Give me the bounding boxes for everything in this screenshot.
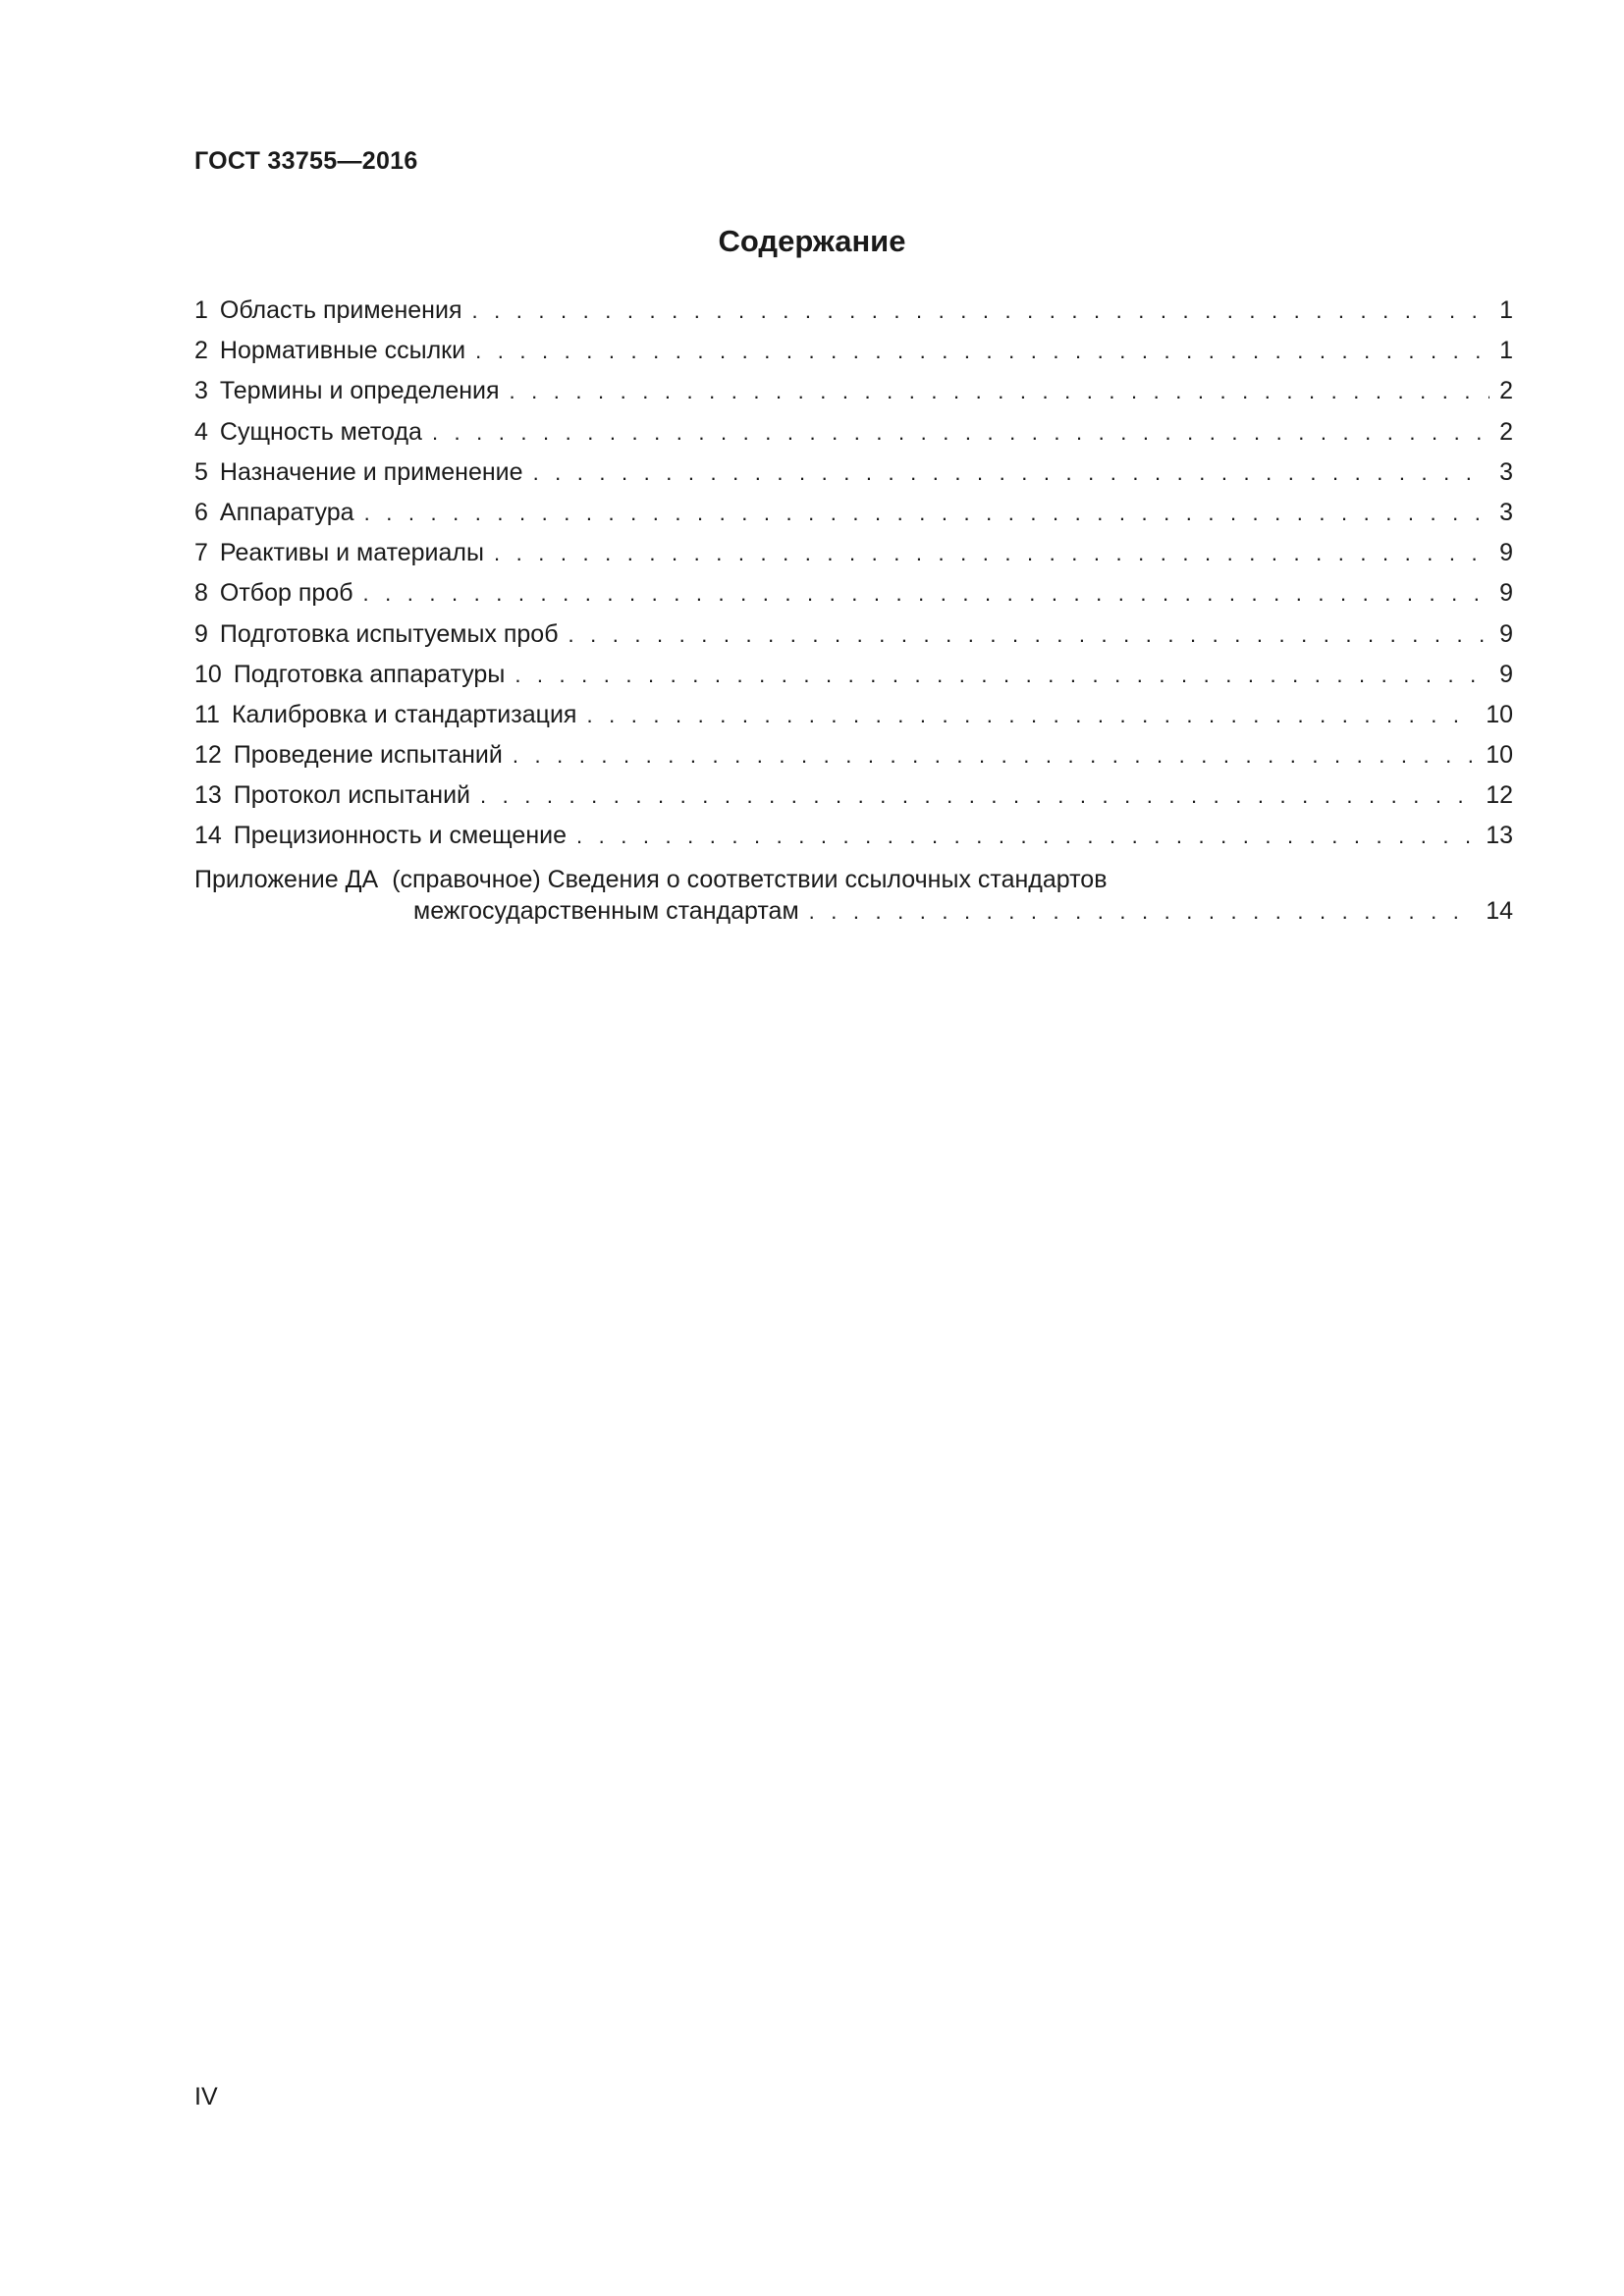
toc-entry-number: 10 (194, 660, 222, 688)
toc-entry-label: Прецизионность и смещение (233, 822, 568, 850)
toc-entry-label: Нормативные ссылки (219, 337, 466, 365)
toc-entry-page: 3 (1499, 498, 1513, 526)
toc-entry[interactable] (194, 331, 1513, 371)
toc-entry[interactable] (194, 453, 1513, 493)
toc-entry-label: Аппаратура (219, 498, 354, 526)
toc-entry[interactable] (194, 493, 1513, 533)
toc-entry-label: Реактивы и материалы (219, 539, 484, 567)
toc-dot-leader (510, 371, 1490, 411)
toc-entry-number: 9 (194, 619, 208, 648)
toc-entry-page: 9 (1499, 539, 1513, 567)
toc-entry-number: 3 (194, 377, 208, 405)
toc-entry-page: 9 (1499, 579, 1513, 608)
toc-entry-page: 2 (1499, 377, 1513, 405)
toc-title: Содержание (718, 224, 906, 258)
toc-entry-page: 2 (1499, 417, 1513, 446)
toc-dot-leader (475, 331, 1489, 371)
toc-entry-label: Сущность метода (219, 417, 422, 446)
toc-entry-page: 9 (1499, 619, 1513, 648)
toc-entry-page: 13 (1486, 822, 1513, 850)
toc-entry[interactable] (194, 695, 1513, 735)
appendix-second-line (413, 895, 1513, 928)
toc-entry-number: 12 (194, 741, 222, 770)
toc-dot-leader (533, 453, 1490, 493)
appendix-prefix: Приложение ДА (194, 865, 379, 893)
toc-entry-label: Калибровка и стандартизация (231, 700, 577, 728)
toc-entry-page: 1 (1499, 337, 1513, 365)
toc-dot-leader (480, 775, 1476, 816)
toc-entry-number: 11 (194, 700, 220, 728)
toc-entry-page: 12 (1486, 781, 1513, 810)
toc-dot-leader (568, 614, 1490, 655)
toc-entry[interactable] (194, 614, 1513, 655)
appendix-title-line1: (справочное) Сведения о соответствии ссылочных стандартов (392, 865, 1108, 893)
toc-dot-leader (432, 412, 1489, 453)
toc-dot-leader (576, 816, 1476, 856)
toc-entry-label: Термины и определения (219, 377, 500, 405)
toc-entry-label: Подготовка испытуемых проб (219, 619, 559, 648)
toc-entry-number: 8 (194, 579, 208, 608)
toc-dot-leader (514, 655, 1489, 695)
toc-entry[interactable] (194, 775, 1513, 816)
appendix-page: 14 (1486, 896, 1513, 925)
toc-entry-number: 1 (194, 296, 208, 324)
toc-entry-page: 10 (1486, 700, 1513, 728)
toc-entry-label: Протокол испытаний (233, 781, 470, 810)
toc-entry-number: 7 (194, 539, 208, 567)
toc-entry[interactable] (194, 291, 1513, 331)
page-number: IV (194, 2083, 218, 2110)
table-of-contents (194, 291, 1513, 928)
toc-entry-page: 10 (1486, 741, 1513, 770)
toc-entry-label: Отбор проб (219, 579, 353, 608)
toc-entry-label: Проведение испытаний (233, 741, 503, 770)
toc-dot-leader (471, 291, 1489, 331)
toc-entry-number: 4 (194, 417, 208, 446)
toc-entry[interactable] (194, 573, 1513, 614)
toc-entry-page: 3 (1499, 457, 1513, 486)
toc-appendix-entry[interactable] (194, 864, 1513, 928)
toc-dot-leader (809, 896, 1477, 928)
toc-entry-page: 1 (1499, 296, 1513, 324)
toc-entry-page: 9 (1499, 660, 1513, 688)
toc-entry[interactable] (194, 533, 1513, 573)
toc-entry-number: 5 (194, 457, 208, 486)
toc-entry[interactable] (194, 816, 1513, 856)
toc-entry[interactable] (194, 371, 1513, 411)
toc-dot-leader (363, 573, 1490, 614)
toc-entry[interactable] (194, 655, 1513, 695)
toc-entry[interactable] (194, 735, 1513, 775)
toc-entry-number: 2 (194, 337, 208, 365)
toc-entry-label: Область применения (219, 296, 462, 324)
document-code: ГОСТ 33755—2016 (194, 147, 418, 175)
toc-entry[interactable] (194, 412, 1513, 453)
toc-entry-label: Назначение и применение (219, 457, 523, 486)
toc-entry-label: Подготовка аппаратуры (233, 660, 506, 688)
appendix-first-line (194, 864, 1513, 895)
toc-dot-leader (494, 533, 1489, 573)
toc-dot-leader (513, 735, 1476, 775)
toc-dot-leader (364, 493, 1490, 533)
toc-entry-number: 13 (194, 781, 222, 810)
toc-entry-number: 14 (194, 822, 222, 850)
toc-dot-leader (586, 695, 1476, 735)
toc-entry-number: 6 (194, 498, 208, 526)
appendix-title-line2: межгосударственным стандартам (413, 896, 799, 925)
